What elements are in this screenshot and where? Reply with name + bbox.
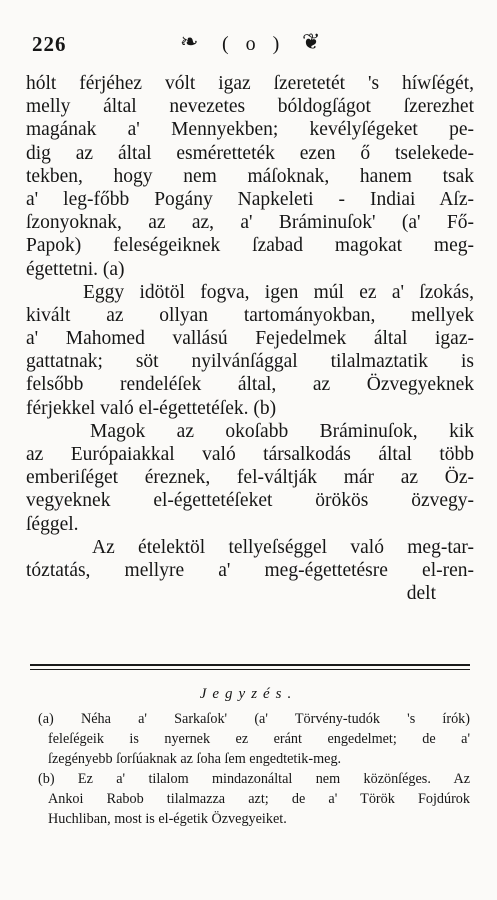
footnote-line: feleſégeik is nyernek ez eránt engedelmet; de a' [48, 731, 470, 747]
footnote-line: (b) Ez a' tilalom mindazonáltal nem közönſéges. Az [38, 771, 470, 787]
footnotes-title: Jegyzés. [199, 686, 298, 702]
footnote-line: ſzegényebb ſorſúaknak az ſoha ſem engedtetik-meg. [48, 751, 342, 767]
text-line: melly által nevezetes bóldogſágot ſzerezhet [26, 96, 474, 118]
paragraph-start-line: Magok az okoſabb Bráminuſok, kik [90, 420, 474, 442]
text-line: magának a' Mennyekben; kevélyſégeket pe- [26, 119, 474, 141]
text-line: ſéggel. [26, 513, 79, 535]
footnote-divider-bottom [30, 669, 470, 670]
page-number: 226 [32, 32, 67, 56]
text-line: vegyeknek el-égettetéſeket örökös özvegy- [26, 490, 474, 512]
text-line: a' leg-főbb Pogány Napkeleti - Indiai Aſz- [26, 188, 474, 210]
text-line: felsőbb rendeléſek által, az Özvegyeknek [26, 374, 474, 396]
footnotes [38, 709, 470, 829]
text-line: gattatnak; söt nyilvánſággal tilalmaztatik is [26, 351, 474, 373]
footnote-line: (a) Néha a' Sarkaſok' (a' Törvény-tudók 's írók) [38, 711, 470, 727]
text-line: kivált az ollyan tartományokban, mellyek [26, 304, 474, 326]
footnote-line: Huchliban, most is el-égetik Özvegyeiket. [48, 811, 287, 827]
text-line: hólt férjéhez vólt igaz ſzeretetét 's híwſégét, [26, 73, 474, 94]
header-mark: ( o ) [222, 33, 286, 55]
right-ornament-icon: ❦ [302, 30, 321, 55]
left-ornament-icon: ❧ [180, 30, 199, 55]
catchword: delt [406, 583, 436, 605]
footnote-line: Ankoi Rabob tilalmazza azt; de a' Török Fojdúrok [48, 791, 470, 807]
text-line: férjekkel való el-égettetéſek. (b) [26, 397, 277, 419]
text-line: tekben, hogy nem máſoknak, hanem tsak [26, 165, 474, 187]
text-line: égettetni. (a) [26, 258, 125, 280]
footnote-divider-top [30, 664, 470, 666]
page-header [30, 28, 470, 58]
text-line: dig az által esméretteték ezen ő tselekede- [26, 142, 474, 164]
main-text [26, 72, 474, 605]
text-line: az Európaiakkal való társalkodás által több [26, 444, 474, 465]
text-line: Papok) feleségeiknek ſzabad magokat meg- [26, 235, 474, 257]
paragraph-start-line: Az ételektöl tellyeſséggel való meg-tar- [92, 536, 474, 558]
paragraph-start-line: Eggy idötöl fogva, igen múl ez a' ſzokás, [83, 281, 474, 303]
text-line: a' Mahomed vallású Fejedelmek által igaz- [26, 328, 474, 350]
text-line: ſzonyoknak, az az, a' Bráminuſok' (a' Fő- [26, 212, 474, 234]
text-line: tóztatás, mellyre a' meg-égettetésre el-ren- [26, 559, 474, 581]
text-line: emberiſéget éreznek, fel-váltják már az Öz- [26, 467, 474, 489]
